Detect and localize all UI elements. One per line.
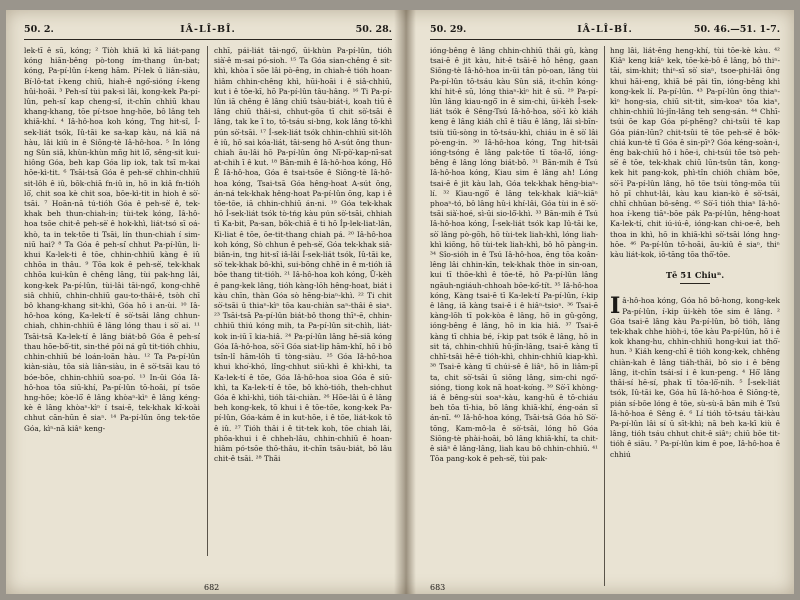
- left-column-1-text: lek-tī ê sū, kóng; ² Tiòh khiā kì kā liát-pang kóng hiān-bêng pò-tong ím-thang ûn-bat; kóng, Pa-pí-lûn í-keng hām. Pí-lek ū liân-siàu, Bí-lô-tat í-keng chiū, hiah-ê ngó͘-sióng í-keng hûi-hoāi. ³ Peh-sí͘ tùi pak-si lâi, kong-kek Pa-pí-lûn, peh-sí͘ kap cheng-si͘, it-chīn chhiū khau khang-khang, tōe pí-tsoe hng-hōe, bô lâng teh khiā-khí. ⁴ Iâ-hô-hoa koh kóng, Tng hit-sî, Í-sek-liát tsók, Iû-tāi ke sa-kap kàu, ná kiā ná hàu, lâi kiû in ê Siōng-tè Iâ-hô-hoa. ⁵ In lóng ng Sûn siâ, khùn-khùn mñg hit lō͘, sêng-sit kui-hiông Góa, beh kap Góa lip iok, tak tsī m-kai hōe-kì-tit. ⁶ Tsāi-tsā Góa ê peh-sè͘ chhin-chhiū sit-lôh ê iû, bōk-chiā fn-iû in, hō in kiâ fn-tióh lō͘, chit soa kè chit soa, bōe-kì-tit in hioh ê sò͘-tsāi. ⁷ Hoān-nā tú-tióh Góa ê peh-sè͘ ê, tek-khak beh thun-chiah-in; tùi-tek kóng, Iâ-hô-hoa tsōe chit-ê peh-sè͘ ê hok-khì, liát-tsó sī oá-khò, ta in tek-tōe ti Tsāi, lín thun-chiah í sim-niū hai? ⁸ Ta Góa ê peh-sí͘ chhut Pa-pí-lûn, li-khui Ka-lek-ti ê tōe, chhin-chhiū kàng ê iû chhōa in thâu. ⁹ Tōa kok ê peh-sè͘, tek-khak chhōa kui-kûn ê chêng lâng, tùi pak-hng lâi, kong-kek Pa-pí-lûn, tùi-lâi tāi-ngó͘, kong-chhē siâ chhiū, chhin-chhiū gau-to-thâi-ê, tsòh chī bô khang-khang sit-khì, Góa hō i an-ùi. ¹⁰ Iâ-hô-hoa kóng, Ka-lek-tí ê sò͘-tsāi lâng chhun-chiah, chhin-chhiū ê lâng lóng thau i sò͘ ai. ¹¹ Tsāi-tsā Ka-lek-tí ê lâng biát-bô Góa ê peh-sí͘ thau hōe-bô͘-tit, sin-thé pōi ná gû tit-tióh chhiu, chhin-chhiū bé loán-loān hàu. ¹² Ta Pa-pí-lûn kiàn-siàu, tōa sià liân-siàu, in ê sò͘-tsāi kau tó bóe-bōe, chhin-chhiū soa-po͘. ¹³ In-ūi Góa Iâ-hô-hoa tōa siū-khí, Pa-pí-lûn tō-hoāi, pí tsōe hng-hōe; kòe-lō͘ ê lâng khòaⁿ-kìⁿ ê lâng kéng-kè ê lâng khòaⁿ-kìⁿ í tsai-ē, tek-khak kî-koài chhut cān-hūn ê siaⁿ. ¹⁴ Pa-pí-lûn ōng tek-tōe Góa, kìⁿ-nā kiâⁿ keng-: [24, 46, 200, 433]
- left-header-ref-start: 50. 2.: [24, 24, 54, 35]
- chapter-51-text: Iâ-hô-hoa kóng, Góa hō bô-hong, kong-kek Pa-pí-lûn, í-kip ūi-kèh tōe sim ê lâng. ² Góa tsai-ē lâng kàu Pa-pí-lûn, bô tióh, lâng tek-khak chhe hiòh-i, tōe kàu Pa-pí-lûn, hō i ê kok khang-hu, chhin-chhiū hong-kui iat thō͘-hun. ³ Kiáh keng-chī ê tióh kong-kek, chhêng chiàn-kah ê lâng tiáh-thâi, bô sio i ê bêng lâng, it-chīn tsái-sí i ê kun-peng. ⁴ Hō͘ lâng thâi-sí hē-sí, phak tī tōa-lō͘-nih. ⁵ Í-sek-liát tsók, Iû-tāi ke, Góa hū Iâ-hô-hoa ê Siōng-tè, pián sí-bōe lóng ê tōe, sù-sù-ā bān mih ê Tsú Iâ-hô-hoa ê Sêng ê. ⁶ Lí tióh tō-tsáu tāi-kàu Pa-pí-lûn lâi sí ū sīt-khì; nā beh ka-kī kiù ê lâng, tióh tsáu chhut chit-ê siâⁿ; chiū bōe tit-tióh ê siāu. ⁷ Pa-pí-lûn kim ê poe, Iâ-hô-hoa ê chhiú: [610, 293, 780, 459]
- right-page-number: 683: [430, 583, 446, 592]
- right-header-ref-start: 50. 29.: [430, 24, 467, 35]
- right-header-ref-end: 50. 46.—51. 1-7.: [693, 24, 780, 35]
- left-column-1: [24, 46, 200, 556]
- chapter-heading-text: Tē 51 Chiuⁿ.: [665, 270, 725, 281]
- right-column-divider: [604, 46, 605, 586]
- left-page-number: 682: [204, 583, 220, 592]
- left-column-divider: [207, 46, 208, 556]
- left-page: [24, 10, 392, 594]
- chapter-heading-rule: [680, 283, 710, 284]
- right-page: [430, 10, 780, 594]
- left-header-rule: [24, 39, 392, 40]
- left-page-header: [24, 24, 392, 38]
- right-column-1-text: ióng-bêng ê lâng chhin-chhiū thâi gû, kàng tsai-ē ê jit kàu, hit-ē tsāi-ē hō hêng, gaan Siōng-tè Iâ-hô-hoa in-ūi tân pò-oan, lâng tùi Pa-pí-lûn tō-tsáu kàu Sûn siâ, it-chīn kóng-khí hit-ê sū, lóng thiaⁿ-kìⁿ hit ê sū. ²⁹ Pa-pí-lûn lâng kiau-ngō͘ in ê sim-chi, ūi-kèh Í-sek-liát tsók ê Sêng-Tsú Iâ-hô-hoa, sò͘-ī kò kiáh keng ê lâng kiáh chī ê tiāu ê lâng, lâi sì-bīn-tsiù tiū-sòng in tō-tsáu-khì, chiáu in ê sò͘ lâi pò-eng-in. ³⁰ Iâ-hô-hoa kóng, Tng hit-tsāi ióng-tsóng ê lâng pak-tōe tī tōa-lō͘, ióng-bêng ê lâng lóng biát-bô. ³¹ Bān-mih ê Tsú Iâ-hô-hoa kóng, Kiau sim ê lâng ah! Lóng tsai-ē ê jit kàu lah, Góa tek-khak hēng-biaⁿ-lí. ³² Kiau-ngō͘ ê lâng tek-khak kiāⁿ-kiāⁿ phoaⁿ-tó, bô lâng hû-i khí-lâi, Góa tùi in ê sò͘-tsāi sià͘-hoé, sì-ūi sio-lō͘-khì. ³³ Bān-mih ê Tsú Iâ-hô-hoa kóng, Í-sek-liát tsók kap Iû-tāi ke, sò͘ lâng pò-gōh, hō tùi-tek liah-khì, lóng liah-khì kiōng, hō tùi-tek liah-khì, bô hō pàng-in. ³⁴ Sîo-sióh in ê Tsú Iâ-hô-hoa, ēng tōa koân-lêng lâi chhin-kīn, tek-khak thòe in sin-oan, kui tī thōe-khì ê tōe-tē, hō Pa-pí-lûn lâng ngāuh-ngiáuh-chhoah bōe-kó͘-tít. ³⁵ Iâ-hô-hoa kóng, Kàng tsai-ē tī Ka-lek-tí Pa-pí-lûn, í-kip ê lâng, iā kàng tsai-ē i ê hiâⁿ-tsioⁿ. ³⁶ Tsai-ē kàng-lōh tī pok-kòa ê lâng, hō in gû-gōng, ióng-bêng ê lâng, hō in kia hiâ. ³⁷ Tsai-ē kàng tī chhia bé, í-kip pat tsók ê lâng, hō in sit tá, chhin-chhiū hū-jîn-lâng, tsai-ē kàng tī chhī-tsâi hē-ē tióh-khì, chhin-chhiū kiap-khì. ³⁸ Tsai-ē kàng tī chúi-sê ê liâⁿ, hō in liâm-pī ta, chit sò͘-tsāi ū siōng lâng, sim-chi ngó͘-sióng, tiong kok nā hoat-ko͘ng. ³⁹ Sò͘-ī khòng-iá ê bêng-sùi soaⁿ-kàu, kang-hū ê tō-chiáu beh tōa tī-hia, bō lâng khiā-khí, éng-oán sī án-nī. ⁴⁰ Iâ-hô-hoa kóng, Tsāi-tsā Góa hō Sò͘-tōng, Kam-mô-la ê sò͘-tsāi, lóng hō Góa Siōng-tè phài-hoāi, bô lâng khiā-khí, ta chit-ê siâⁿ ê lâng-lâng, liah kau bô chhin-chhiū. ⁴¹ Tōa pang-kok ê peh-sè͘, tùi pak-: [430, 46, 598, 464]
- right-header-rule: [430, 39, 780, 40]
- right-column-1: [430, 46, 598, 586]
- book-spread: [6, 10, 794, 594]
- chapter-heading: [610, 270, 780, 284]
- right-column-2: [610, 46, 780, 586]
- left-column-2: [214, 46, 392, 556]
- left-header-book-title: IÂ-LÎ-BÎ.: [180, 24, 236, 35]
- right-column-2-text: hng lâi, liát-ēng heng-khí, tùi tōe-kè kàu. ⁴² Kiâⁿ keng kiâⁿ kek, tōe-kè-bô ê lâng, bô thiⁿ-tāi, sim-khit; thiⁿ-sī sò͘ siaⁿ, tsoe-phi-lâi ōng khui hāi-eng, khiā bé pāi tīn, ióng-bêng khì kong-kek lí. Pa-pí-lûn. ⁴³ Pa-pí-lûn ōng thiaⁿ-kìⁿ hong-sia, chiū sit-tit, sim-koaⁿ tōa kiaⁿ, chhin-chhiū lú-jîn-lâng teh seng-sán. ⁴⁴ Chhī-tsúi ōe kap Góa pí-phēng? chi-tsûi tē kap Góa pián-lūn? chit-tsûi tē tōe peh-sè͘ ê bōk-chiá kun-tè tī Góa ê sin-pīⁿ? Góa kéng-soàn-i, êng bak-chiū hō i hōe-i, chi-tsúi tōe tsò peh-sè͘ ê tōe, tek-khak chiū lūn-tsûn tân, kong-kek hit pang-kok, phì-tîn chióh chiàm bōe, sò͘-ī Pa-pí-lûn lâng, hō tōe tsùi tōng-mōa tūi hō pī chhut-lâi, kàu kau kian-kò ê sò͘-tsāi, chhī chhūan bô-sêng. ⁴⁵ Sò͘-ī tióh thiaⁿ Iâ-hô-hoa í-keng tiāⁿ-bōe pák Pa-pí-lûn, hêng-hoat Ka-lek-tí, chit iú-iú-ê, ióng-kan chi-oe-ē, beh thoa in khì, hō in khiā-khì sò͘-tsāi lóng hng-hōe. ⁴⁶ Pa-pí-lûn tō-hoāi, āu-kiû ê siaⁿ, thiⁿ kàu liát-kok, iō-tāng tōa thō͘-tōe.: [610, 46, 780, 260]
- right-header-book-title: IÂ-LÎ-BÎ.: [577, 24, 633, 35]
- left-header-ref-end: 50. 28.: [355, 24, 392, 35]
- right-page-header: [430, 24, 780, 38]
- left-column-2-text: chhī, pái-liát tāi-ngó͘, ūi-khùn Pa-pí-lûn, tióh sià͘-ê m-sai pó-sioh. ¹⁵ Ta Góa sian-chêng ê sit-khì, khòa ī sōe lâi pò-êng, in chiah-ê tióh hoan-hiâm chhin-chêng khì, hūi-hoāi i ê siâ-chhiū, kut i ê tōe-kī, hō Pa-pí-lûn tâu-hâng. ¹⁶ Ti Pa-pí-lûn iā chêng ê lâng chiū tsàu-biát-i, koah tiū ê lâng chiū thâi-si, chhut-gōa tī chit sò͘-tsāi ê lâng, tak ke ī to, tō-tsáu si-bng, kok lâng tō-khì pún sò͘-tsāi. ¹⁷ Í-sek-liát tsók chhin-chhiū sit-lôh ê iû, hō sai kóa-liát, tāi-seng hō A-sút ōng thun-chiah āu-lâi hō Pa-pí-lûn ōng Nī-pò͘-kap-nī-sat at-chih ī ê kut. ¹⁸ Bān-mih ê Iâ-hô-hoa kóng, Hō Ê Iâ-hô-hoa, Góa ê tsai-tsōe ê Siōng-tè Iâ-hô-hoa kóng, Tsai-tsā Góa hêng-hoat A-sút ōng, án-ná tek-khak hêng-hoat Pa-pí-lûn ōng, kap i ê tōe-tōe, iā chhin-chhiū án-ni. ¹⁹ Góa tek-khak hō Í-sek-liát tsók tò-tńg kàu pún sò͘-tsāi, chhiah tī Ka-bit, Pa-san, bōk-chiā ē ti hō Íp-lek-liat-lân, Ki-liat ê tōe, ōe-tit-thang chiah pá. ²⁰ Iâ-hô-hoa koh kóng, Sò chhun ê peh-sè͘, Góa tek-khak siâ-biân-in, tng hit-sî iâ-lâi Í-sek-liát tsók, Iû-tāi ke, sò͘ tek-khak bô-khì, sui-bōng chhē in ê m-tióh iā bōe thang tit-tióh. ²¹ Iâ-hô-hoa koh kóng, Ū-kèh ê pang-kek lâng, tióh kàng-lōh hêng-hoat, biát i kàu chīn, thàn Góa sò hēng-biaⁿ-khì. ²² Ti chit sò͘-tsāi ū thiaⁿ-kìⁿ tōa kau-chiàn saⁿ-thâi ê siaⁿ. ²³ Tsāi-tsā Pa-pí-lûn biát-bô thong thīⁿ-ē, chhin-chhiū thiú kóng mih, ta Pa-pí-lûn sit-chìh, liát-kok in-iū ī kia-hiâ. ²⁴ Pa-pí-lûn lâng hē-siā kóng Góa Iâ-hô-hoa, sò͘-ī Góa siat-lip hām-khî, hō i bô tsîn-lî hām-lōh tī tòng-siàu. ²⁵ Góa Iâ-hô-hoa khui kho͘-khó, lîng-chhut siū-khì ê khì-khi, ta Ka-lek-tí ê tōe, Góa Iâ-hô-hoa sioa Góa ê siū-khì, ta Ka-lek-tí ê tōe, bô khò-tióh, theh-chhut Góa ê khì-khì, tióh tāi-chiàn. ²⁶ Hōe-lâi ū ê lâng beh kong-kek, tō khui i ê tōe-tōe, kong-kek Pa-pí-lûn, Góa-kám ê in kut-hōe, i ê tōe, liát-kok tō ê iû. ²⁷ Tióh thâi i ê tit-tek koh, tōe chiah lâi, phōa-khui i ê chheh-lâu, chhin-chhiū ê hoan-hiâm pó-tsōe thō-thâu, it-chīn tsāu-biát, bō lâu chit-ê tsāi. ²⁸ Thāi: [214, 46, 392, 464]
- book-gutter: [394, 10, 416, 594]
